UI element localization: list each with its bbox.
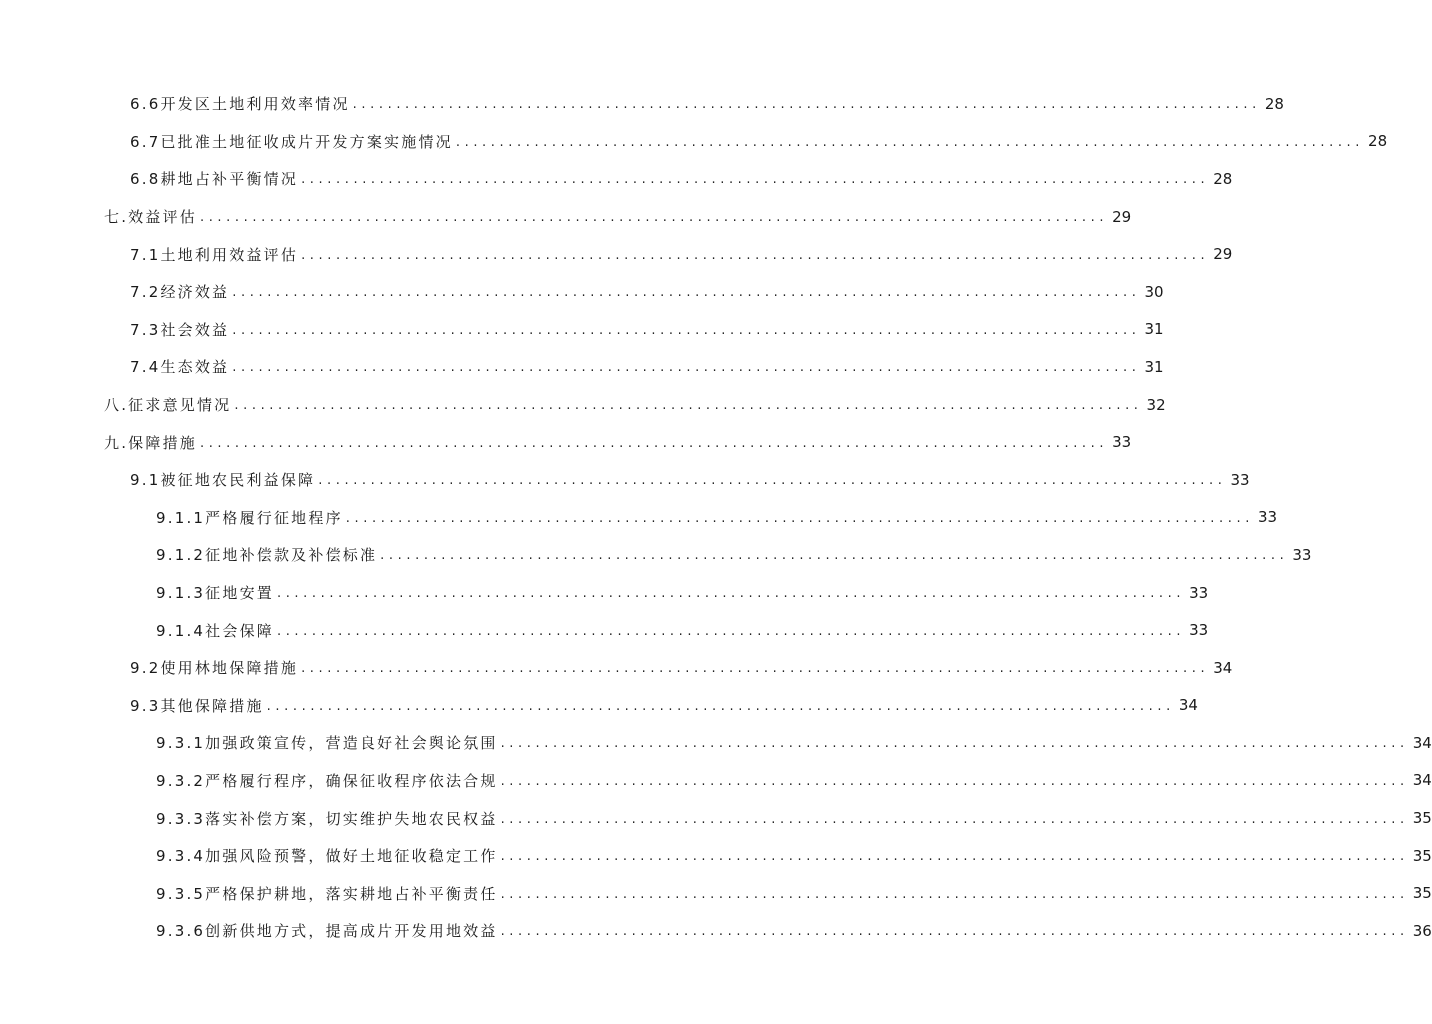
toc-entry-page-number: 30 (1144, 282, 1164, 301)
toc-dot-leader: ........................................................................................................ (232, 285, 1141, 301)
toc-entry[interactable] (0, 611, 1209, 649)
toc-entry-title: 9.1.4社会保障 (156, 621, 274, 640)
toc-entry-title: 9.3.4加强风险预警，做好土地征收稳定工作 (156, 847, 498, 866)
toc-dot-leader: ........................................................................................................ (276, 623, 1186, 639)
toc-entry-title: 9.1被征地农民利益保障 (130, 471, 316, 490)
toc-entry[interactable] (0, 837, 1432, 875)
toc-entry-title: 九.保障措施 (104, 433, 197, 452)
toc-entry-page-number: 36 (1412, 921, 1432, 940)
toc-entry[interactable] (0, 799, 1432, 837)
toc-dot-leader: ........................................................................................................ (199, 210, 1109, 226)
toc-dot-leader: ........................................................................................................ (500, 736, 1409, 752)
toc-entry-page-number: 32 (1146, 395, 1166, 414)
toc-entry-title: 9.3其他保障措施 (130, 696, 264, 715)
toc-dot-leader: ........................................................................................................ (301, 661, 1210, 677)
toc-entry[interactable] (0, 198, 1132, 236)
toc-entry-page-number: 33 (1189, 583, 1209, 602)
toc-dot-leader: ........................................................................................................ (500, 849, 1409, 865)
toc-entry-title: 9.3.5严格保护耕地，落实耕地占补平衡责任 (156, 884, 498, 903)
toc-entry-title: 7.1土地利用效益评估 (130, 245, 299, 264)
toc-entry-title: 6.6开发区土地利用效率情况 (130, 95, 350, 114)
toc-entry-page-number: 28 (1264, 94, 1284, 113)
toc-entry[interactable] (0, 160, 1233, 198)
toc-entry[interactable] (0, 311, 1164, 349)
toc-entry-page-number: 34 (1213, 658, 1233, 677)
toc-dot-leader: ........................................................................................................ (500, 811, 1409, 827)
toc-entry-title: 七.效益评估 (104, 208, 197, 227)
toc-entry[interactable] (0, 423, 1132, 461)
toc-dot-leader: ........................................................................................................ (232, 322, 1141, 338)
toc-dot-leader: ........................................................................................................ (276, 586, 1186, 602)
toc-entry[interactable] (0, 574, 1209, 612)
toc-entry-title: 9.2使用林地保障措施 (130, 659, 299, 678)
toc-entry[interactable] (0, 536, 1312, 574)
toc-entry-title: 9.3.6创新供地方式，提高成片开发用地效益 (156, 922, 498, 941)
toc-entry[interactable] (0, 724, 1432, 762)
toc-entry[interactable] (0, 235, 1233, 273)
toc-dot-leader: ........................................................................................................ (232, 360, 1141, 376)
toc-entry-title: 9.1.1严格履行征地程序 (156, 508, 343, 527)
toc-dot-leader: ........................................................................................................ (266, 698, 1175, 714)
toc-entry-page-number: 35 (1412, 884, 1432, 903)
toc-entry[interactable] (0, 649, 1233, 687)
toc-entry-title: 9.1.2征地补偿款及补偿标准 (156, 546, 378, 565)
toc-entry-page-number: 35 (1412, 809, 1432, 828)
toc-entry[interactable] (0, 273, 1164, 311)
toc-entry-page-number: 33 (1112, 433, 1132, 452)
toc-entry-title: 7.3社会效益 (130, 320, 230, 339)
toc-entry-page-number: 35 (1412, 846, 1432, 865)
toc-entry-page-number: 34 (1412, 733, 1432, 752)
toc-entry-title: 9.3.1加强政策宣传，营造良好社会舆论氛围 (156, 734, 498, 753)
toc-dot-leader: ........................................................................................................ (352, 97, 1261, 113)
toc-entry-title: 6.7已批准土地征收成片开发方案实施情况 (130, 132, 453, 151)
toc-entry[interactable] (0, 762, 1432, 800)
toc-entry-page-number: 31 (1144, 357, 1164, 376)
toc-entry[interactable] (0, 687, 1198, 725)
toc-entry-page-number: 33 (1292, 545, 1312, 564)
toc-entry-page-number: 28 (1213, 169, 1233, 188)
toc-entry-title: 9.3.2严格履行程序，确保征收程序依法合规 (156, 771, 498, 790)
toc-entry-page-number: 29 (1112, 207, 1132, 226)
toc-entry-page-number: 33 (1257, 508, 1278, 527)
toc-entry-page-number: 34 (1412, 771, 1432, 790)
toc-entry-page-number: 31 (1144, 320, 1164, 339)
toc-entry[interactable] (0, 85, 1284, 123)
toc-dot-leader: ........................................................................................................ (199, 435, 1109, 451)
toc-dot-leader: ........................................................................................................ (500, 886, 1409, 902)
toc-entry[interactable] (0, 123, 1388, 161)
toc-entry-title: 八.征求意见情况 (104, 396, 232, 415)
toc-dot-leader: ........................................................................................................ (455, 134, 1365, 150)
toc-dot-leader: ........................................................................................................ (301, 247, 1210, 263)
toc-entry-page-number: 28 (1368, 132, 1388, 151)
toc-entry[interactable] (0, 874, 1432, 912)
table-of-contents (0, 85, 1432, 950)
toc-entry-title: 7.4生态效益 (130, 358, 230, 377)
toc-dot-leader: ........................................................................................................ (500, 773, 1409, 789)
toc-entry-page-number: 34 (1178, 696, 1198, 715)
toc-entry-title: 7.2经济效益 (130, 283, 230, 302)
toc-dot-leader: ........................................................................................................ (301, 172, 1210, 188)
toc-dot-leader: ........................................................................................................ (380, 548, 1289, 564)
toc-entry[interactable] (0, 348, 1164, 386)
toc-entry-title: 6.8耕地占补平衡情况 (130, 170, 299, 189)
toc-entry[interactable] (0, 912, 1432, 950)
toc-dot-leader: ........................................................................................................ (318, 473, 1227, 489)
toc-entry[interactable] (0, 499, 1278, 537)
toc-entry-title: 9.1.3征地安置 (156, 584, 274, 603)
toc-entry-page-number: 33 (1189, 621, 1209, 640)
toc-entry-page-number: 33 (1230, 470, 1250, 489)
toc-dot-leader: ........................................................................................................ (345, 510, 1254, 526)
toc-dot-leader: ........................................................................................................ (500, 924, 1409, 940)
toc-entry-title: 9.3.3落实补偿方案，切实维护失地农民权益 (156, 809, 498, 828)
toc-entry[interactable] (0, 386, 1166, 424)
toc-entry-page-number: 29 (1213, 245, 1233, 264)
toc-entry[interactable] (0, 461, 1250, 499)
toc-dot-leader: ........................................................................................................ (234, 398, 1143, 414)
